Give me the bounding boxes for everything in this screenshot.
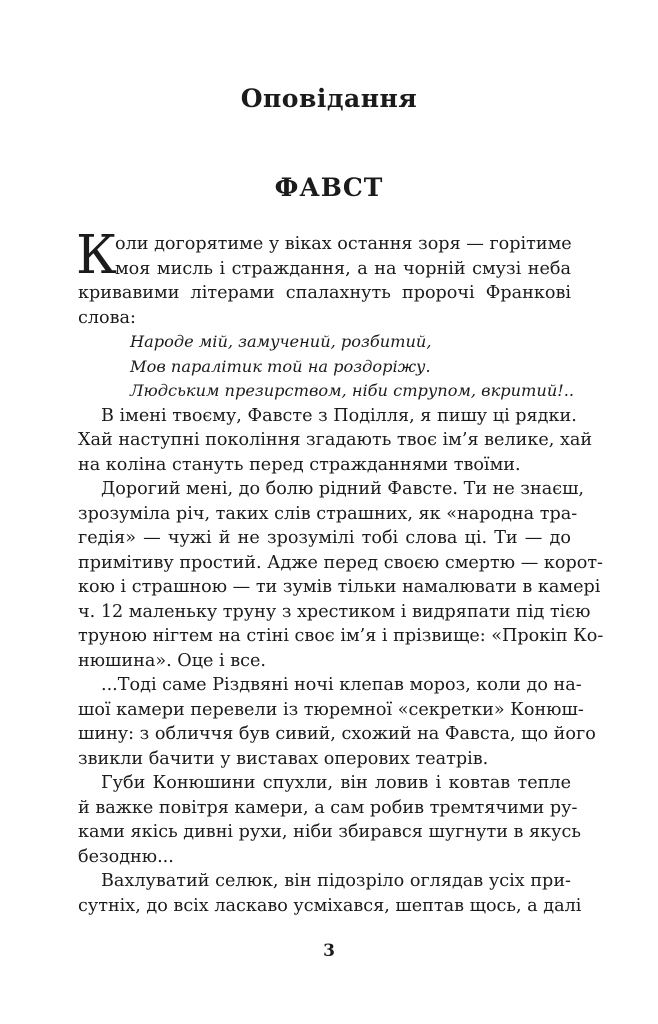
poem-line: Народе мій, замучений, розбитий, xyxy=(130,332,432,351)
text-line: кривавими літерами спалахнуть пророчі Франкові xyxy=(78,283,571,303)
story-text xyxy=(76,225,604,918)
drop-cap: К xyxy=(76,225,118,286)
line-text: оли догорятиме у віках остання зоря — горітиме xyxy=(115,234,572,254)
section-title: Оповідання xyxy=(240,84,418,113)
text-line: на коліна стануть перед стражданнями твоїми. xyxy=(78,454,521,475)
text-line: Вахлуватий селюк, він підозріло оглядав усіх при- xyxy=(101,871,571,891)
text-line: шину: з обличчя був сивий, схожий на Фавста, що його xyxy=(78,724,596,744)
text-line: ч. 12 маленьку труну з хрестиком і видряпати під тією xyxy=(78,601,591,622)
text-line: шої камери перевели із тюремної «секретки» Конюш- xyxy=(78,699,584,720)
text-line: Дорогий мені, до болю рідний Фавсте. Ти не знаєш, xyxy=(101,479,585,499)
text-line: й важке повітря камери, а сам робив тремтячими ру- xyxy=(78,797,578,818)
text-line: кою і страшною — ти зумів тільки намалювати в камері xyxy=(78,577,601,597)
text-line: Губи Конюшини спухли, він ловив і ковтав тепле xyxy=(101,773,571,793)
page-number: 3 xyxy=(323,941,335,961)
text-line: безодню... xyxy=(78,846,174,867)
text-line: ками якісь дивні рухи, ніби збирався шугнути в якусь xyxy=(78,822,581,842)
text-line: нюшина». Оце і все. xyxy=(78,650,267,671)
text-line: труною нігтем на стіні своє ім’я і прізвище: «Прокіп Ко- xyxy=(78,626,604,646)
text-line: зрозуміла річ, таких слів страшних, як «народна тра- xyxy=(78,503,578,524)
text-line: ...Тоді саме Різдвяні ночі клепав мороз, коли до на- xyxy=(101,675,582,695)
text-line: сутніх, до всіх ласкаво усміхався, шептав щось, а далі xyxy=(78,895,582,916)
text-line: гедія» — чужі й не зрозумілі тобі слова ці. Ти — до xyxy=(78,528,571,548)
poem-line: Людським презирством, ніби струпом, вкритий!.. xyxy=(130,381,575,400)
story-title: ФАВСТ xyxy=(274,173,384,202)
text-line: моя мисль і страждання, а на чорній смузі неба xyxy=(115,258,571,279)
text-line: слова: xyxy=(78,307,136,328)
text-line: примітиву простий. Адже перед своєю смертю — корот- xyxy=(78,552,604,573)
text-line: Хай наступні покоління згадають твоє ім’я велике, хай xyxy=(78,430,593,450)
poem-line: Мов паралітик той на роздоріжу. xyxy=(130,356,431,376)
text-line: звикли бачити у виставах оперових театрів. xyxy=(78,748,489,769)
text-line: В імені твоєму, Фавсте з Поділля, я пишу ці рядки. xyxy=(101,405,577,426)
